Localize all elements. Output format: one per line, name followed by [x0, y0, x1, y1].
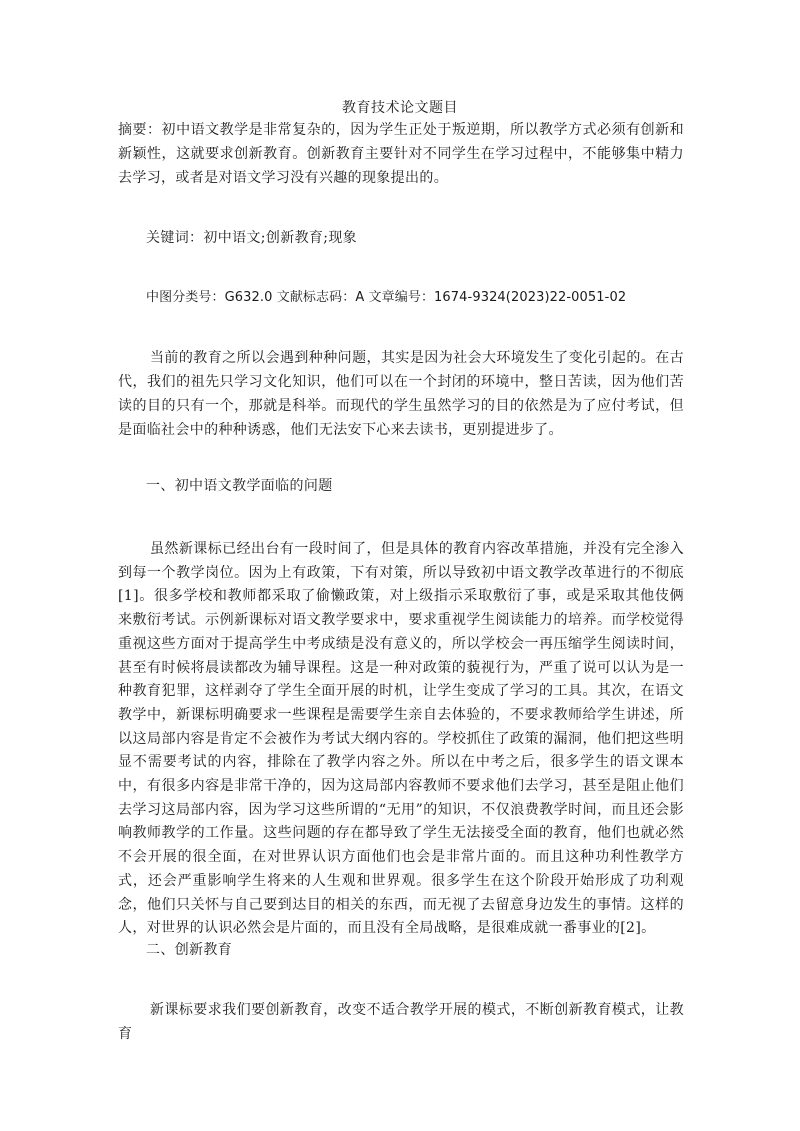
abstract-paragraph: 摘要：初中语文教学是非常复杂的，因为学生正处于叛逆期，所以教学方式必须有创新和新颖性，这就要求创新教育。创新教育主要针对不同学生在学习过程中，不能够集中精力去学习，或者是对语文学习没有兴趣的现象提出的。	[118, 122, 684, 186]
section-heading-1: 一、初中语文教学面临的问题	[146, 478, 333, 494]
document-title: 教育技术论文题目	[342, 100, 458, 116]
keywords-line: 关键词：初中语文;创新教育;现象	[146, 230, 358, 246]
section-body-1: 虽然新课标已经出台有一段时间了，但是具体的教育内容改革措施，并没有完全渗入到每一个教学岗位。因为上有政策，下有对策，所以导致初中语文教学改革进行的不彻底[1]。很多学校和教师都采取了偷懒政策，对上级指示采取敷衍了事，或是采取其他伎俩来敷衍考试。示例新课标对语文教学要求中，要求重视学生阅读能力的培养。而学校觉得重视这些方面对于提高学生中考成绩是没有意义的，所以学校会一再压缩学生阅读时间，甚至有时候将晨读都改为辅导课程。这是一种对政策的藐视行为，严重了说可以认为是一种教育犯罪，这样剥夺了学生全面开展的时机，让学生变成了学习的工具。其次，在语文教学中，新课标明确要求一些课程是需要学生亲自去体验的，不要求教师给学生讲述，所以这局部内容是肯定不会被作为考试大纲内容的。学校抓住了政策的漏洞，他们把这些明显不需要考试的内容，排除在了教学内容之外。所以在中考之后，很多学生的语文课本中，有很多内容是非常干净的，因为这局部内容教师不要求他们去学习，甚至是阻止他们去学习这局部内容，因为学习这些所谓的“无用”的知识，不仅浪费教学时间，而且还会影响教师教学的工作量。这些问题的存在都导致了学生无法接受全面的教育，他们也就必然不会开展的很全面，在对世界认识方面他们也会是非常片面的。而且这种功利性教学方式，还会严重影响学生将来的人生观和世界观。很多学生在这个阶段开始形成了功利观念，他们只关怀与自己要到达目的相关的东西，而无视了去留意身边发生的事情。这样的人，对世界的认识必然会是片面的，而且没有全局战略，是很难成就一番事业的[2]。	[118, 541, 684, 937]
classification-line: 中图分类号：G632.0 文献标志码：A 文章编号：1674-9324(2023)22-0051-02	[146, 290, 627, 305]
intro-paragraph: 当前的教育之所以会遇到种种问题，其实是因为社会大环境发生了变化引起的。在古代，我们的祖先只学习文化知识，他们可以在一个封闭的环境中，整日苦读，因为他们苦读的目的只有一个，那就是科举。而现代的学生虽然学习的目的依然是为了应付考试，但是面临社会中的种种诱惑，他们无法安下心来去读书，更别提进步了。	[118, 350, 684, 438]
section-body-2: 新课标要求我们要创新教育，改变不适合教学开展的模式，不断创新教育模式，让教育	[118, 1002, 684, 1042]
section-heading-2: 二、创新教育	[146, 942, 233, 958]
